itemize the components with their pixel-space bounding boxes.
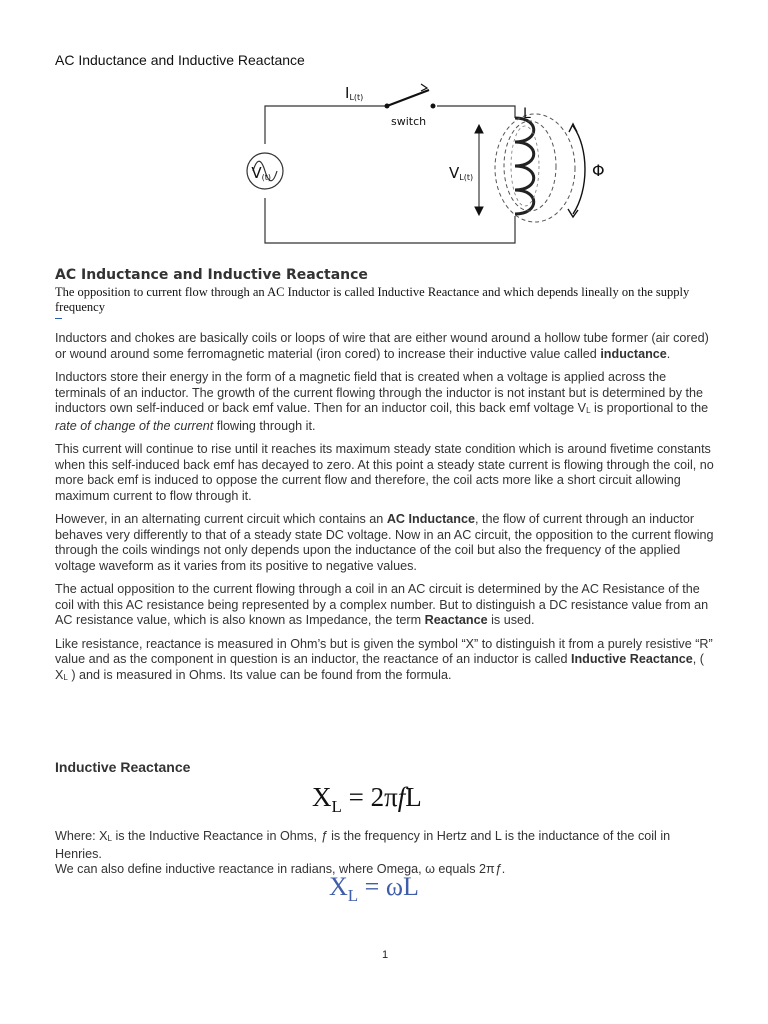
paragraph-3: This current will continue to rise until it reaches its maximum steady state condition which is around fivetime constants when this self-induced back emf has decayed to zero. At this point a steady state current is flowing through the coil, no more back emf is induced to oppose the current flow and therefore, the coil acts more like a short circuit allowing maximum current to flow through it. bbox=[55, 442, 714, 503]
radians-line: We can also define inductive reactance in radians, where Omega, ω equals 2πƒ. bbox=[55, 862, 506, 876]
source-voltage-label: V(t) bbox=[251, 164, 271, 182]
inductor-label: L bbox=[523, 106, 531, 122]
circuit-wires bbox=[265, 106, 515, 243]
inductor-voltage-label: VL(t) bbox=[449, 164, 474, 182]
document-title: AC Inductance and Inductive Reactance bbox=[55, 52, 305, 68]
body-text bbox=[55, 331, 715, 693]
current-label: IL(t) bbox=[345, 84, 364, 102]
flux-label: Φ bbox=[592, 161, 605, 180]
switch-label: switch bbox=[391, 115, 427, 128]
flux-arrow bbox=[568, 124, 585, 217]
formula-explanation bbox=[55, 829, 715, 878]
switch-symbol bbox=[385, 84, 436, 109]
inductor-coil bbox=[495, 114, 575, 222]
paragraph-1: Inductors and chokes are basically coils or loops of wire that are either wound around a hollow tube former (air cored) or wound around some ferromagnetic material (iron cored) to increase their inductive value called inductance. bbox=[55, 331, 709, 361]
paragraph-2: Inductors store their energy in the form of a magnetic field that is created when a voltage is applied across the terminals of an inductor. The growth of the current flowing through the inductor is not instant but is determined by the inductors own self-induced or back emf value. Then for an inductor coil, this back emf voltage $V_L$ is proportional to the rate of change of the current flowing through it. bbox=[55, 370, 709, 433]
paragraph-4: However, in an alternating current circuit which contains an AC Inductance, the flow of current through an inductor behaves very differently to that of a steady state DC voltage. Now in an AC circuit, the opposition to the current flowing through the coils windings not only depends upon the inductance of the coil but also the frequency of the applied voltage waveform as it varies from its positive to negative values. bbox=[55, 512, 714, 573]
voltage-arrow bbox=[475, 125, 483, 215]
subsection-heading: Inductive Reactance bbox=[55, 759, 191, 775]
paragraph-6: Like resistance, reactance is measured in Ohm’s but is given the symbol “X” to distinguish it from a purely resistive “R” value and as the component in question is an inductor, the reactance of an inductor is called Inductive Reactance, ( $X_L$ ) and is measured in Ohms. Its value can be found from the formula. bbox=[55, 636, 713, 682]
intro-paragraph: The opposition to current flow through an AC Inductor is called Inductive Reactance and which depends lineally on the supply frequency bbox=[55, 285, 690, 314]
section-heading: AC Inductance and Inductive Reactance bbox=[55, 267, 368, 283]
omega-formula: $X_L = \omega L$ bbox=[329, 872, 419, 905]
paragraph-5: The actual opposition to the current flowing through a coil in an AC circuit is determined by the AC Resistance of the coil with this AC resistance being represented by a complex number. But to distinguish a DC resistance value from an AC resistance value, which is also known as Impedance, the term Reactance is used. bbox=[55, 582, 709, 627]
link-underline-mark bbox=[55, 318, 62, 319]
page-number: 1 bbox=[381, 949, 389, 961]
inductive-reactance-formula: $X_L = 2\pi fL$ bbox=[312, 782, 422, 816]
inductor-circuit-diagram bbox=[205, 78, 605, 253]
where-line: Where: $X_L$ is the Inductive Reactance in Ohms, ƒ is the frequency in Hertz and L is the inductance of the coil in Henries. bbox=[55, 829, 671, 861]
